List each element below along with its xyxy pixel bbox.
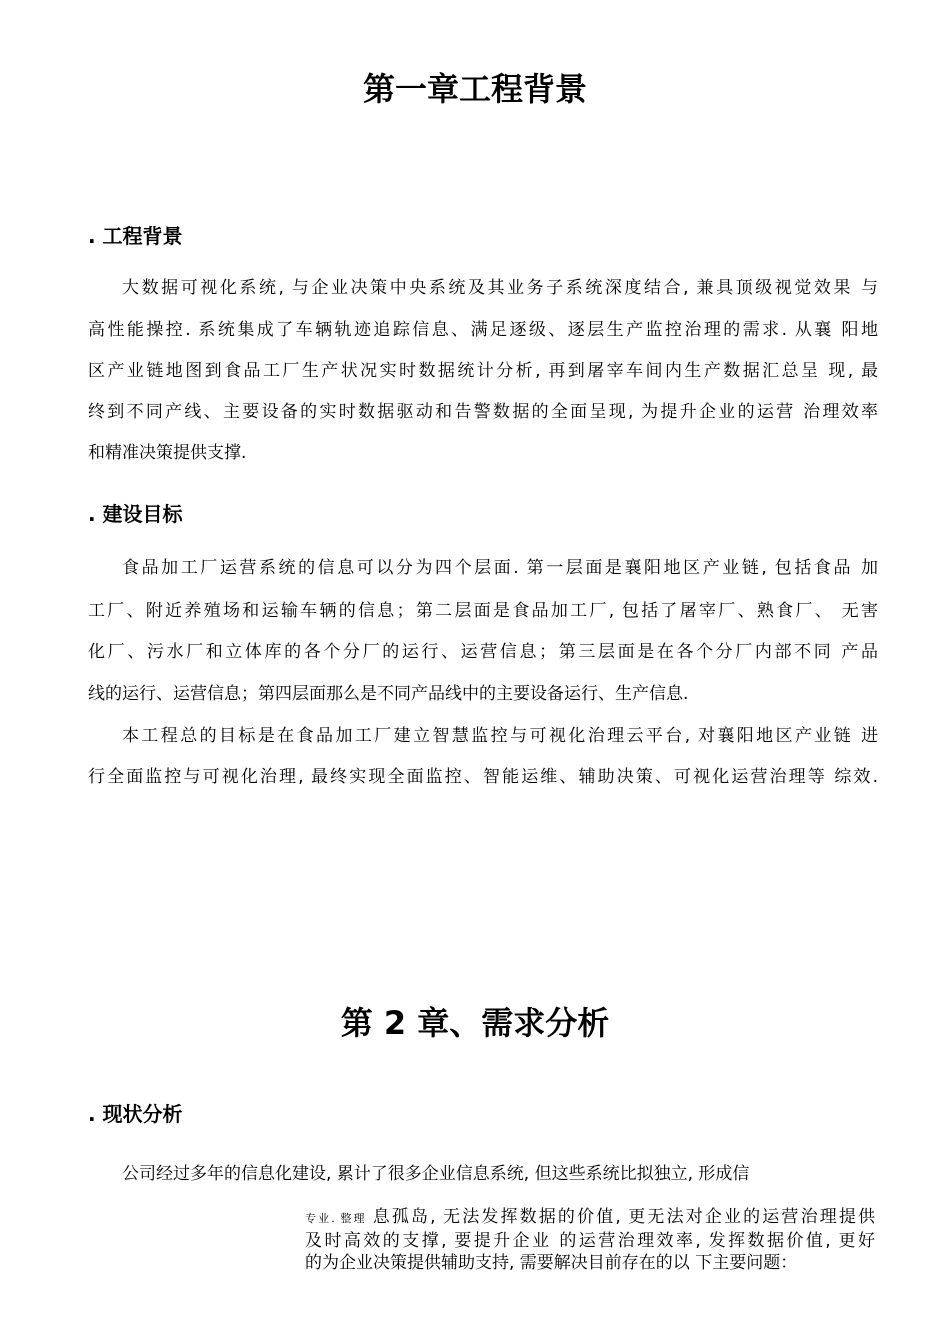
continued-line: 的为企业决策提供辅助支持, 需要解决目前存在的以 下主要问题： bbox=[305, 1253, 798, 1273]
paragraph-line: 线的运行、运营信息；第四层面那么是不同产品线中的主要设备运行、生产信息. bbox=[88, 684, 689, 704]
paragraph-line: 高性能操控. 系统集成了车辆轨迹追踪信息、满足逐级、逐层生产监控治理的需求. 从襄 阳地 bbox=[88, 320, 878, 340]
paragraph-line: 本工程总的目标是在食品加工厂建立智慧监控与可视化治理云平台, 对襄阳地区产业链 进 bbox=[122, 726, 878, 746]
paragraph-line: 工厂、附近养殖场和运输车辆的信息；第二层面是食品加工厂, 包括了屠宰厂、熟食厂、 无害 bbox=[88, 601, 878, 621]
paragraph-line: 化厂、污水厂和立体库的各个分厂的运行、运营信息；第三层面是在各个分厂内部不同 产品 bbox=[88, 642, 878, 662]
section-heading-background: . 工程背景 bbox=[88, 224, 183, 248]
continued-line bbox=[305, 1206, 875, 1230]
footer-tag: 专业. 整理 bbox=[305, 1212, 367, 1225]
chapter-2-title: 第 2 章、需求分析 bbox=[340, 1004, 610, 1042]
paragraph-line: 和精准决策提供支撑. bbox=[88, 443, 247, 463]
paragraph-line: 行全面监控与可视化治理, 最终实现全面监控、智能运维、辅助决策、可视化运营治理等 综效. bbox=[88, 767, 878, 787]
continued-text-block bbox=[305, 1206, 875, 1274]
chapter-1-title: 第一章工程背景 bbox=[362, 70, 587, 108]
continued-line: 及时高效的支撑, 要提升企业 的运营治理效率, 发挥数据价值, 更好 bbox=[305, 1231, 875, 1251]
paragraph-line: 食品加工厂运营系统的信息可以分为四个层面. 第一层面是襄阳地区产业链, 包括食品 加 bbox=[122, 558, 878, 578]
section-heading-status: . 现状分析 bbox=[88, 1102, 183, 1126]
paragraph-line: 区产业链地图到食品工厂生产状况实时数据统计分析, 再到屠宰车间内生产数据汇总呈 现, 最 bbox=[88, 361, 878, 381]
paragraph-line: 大数据可视化系统, 与企业决策中央系统及其业务子系统深度结合, 兼具顶级视觉效果 与 bbox=[122, 278, 878, 298]
paragraph-line: 公司经过多年的信息化建设, 累计了很多企业信息系统, 但这些系统比拟独立, 形成信 bbox=[122, 1164, 750, 1184]
section-heading-goals: . 建设目标 bbox=[88, 502, 183, 526]
continued-line-text: 息孤岛, 无法发挥数据的价值, 更无法对企业的运营治理提供 bbox=[372, 1207, 875, 1227]
paragraph-line: 终到不同产线、主要设备的实时数据驱动和告警数据的全面呈现, 为提升企业的运营 治理效率 bbox=[88, 402, 878, 422]
